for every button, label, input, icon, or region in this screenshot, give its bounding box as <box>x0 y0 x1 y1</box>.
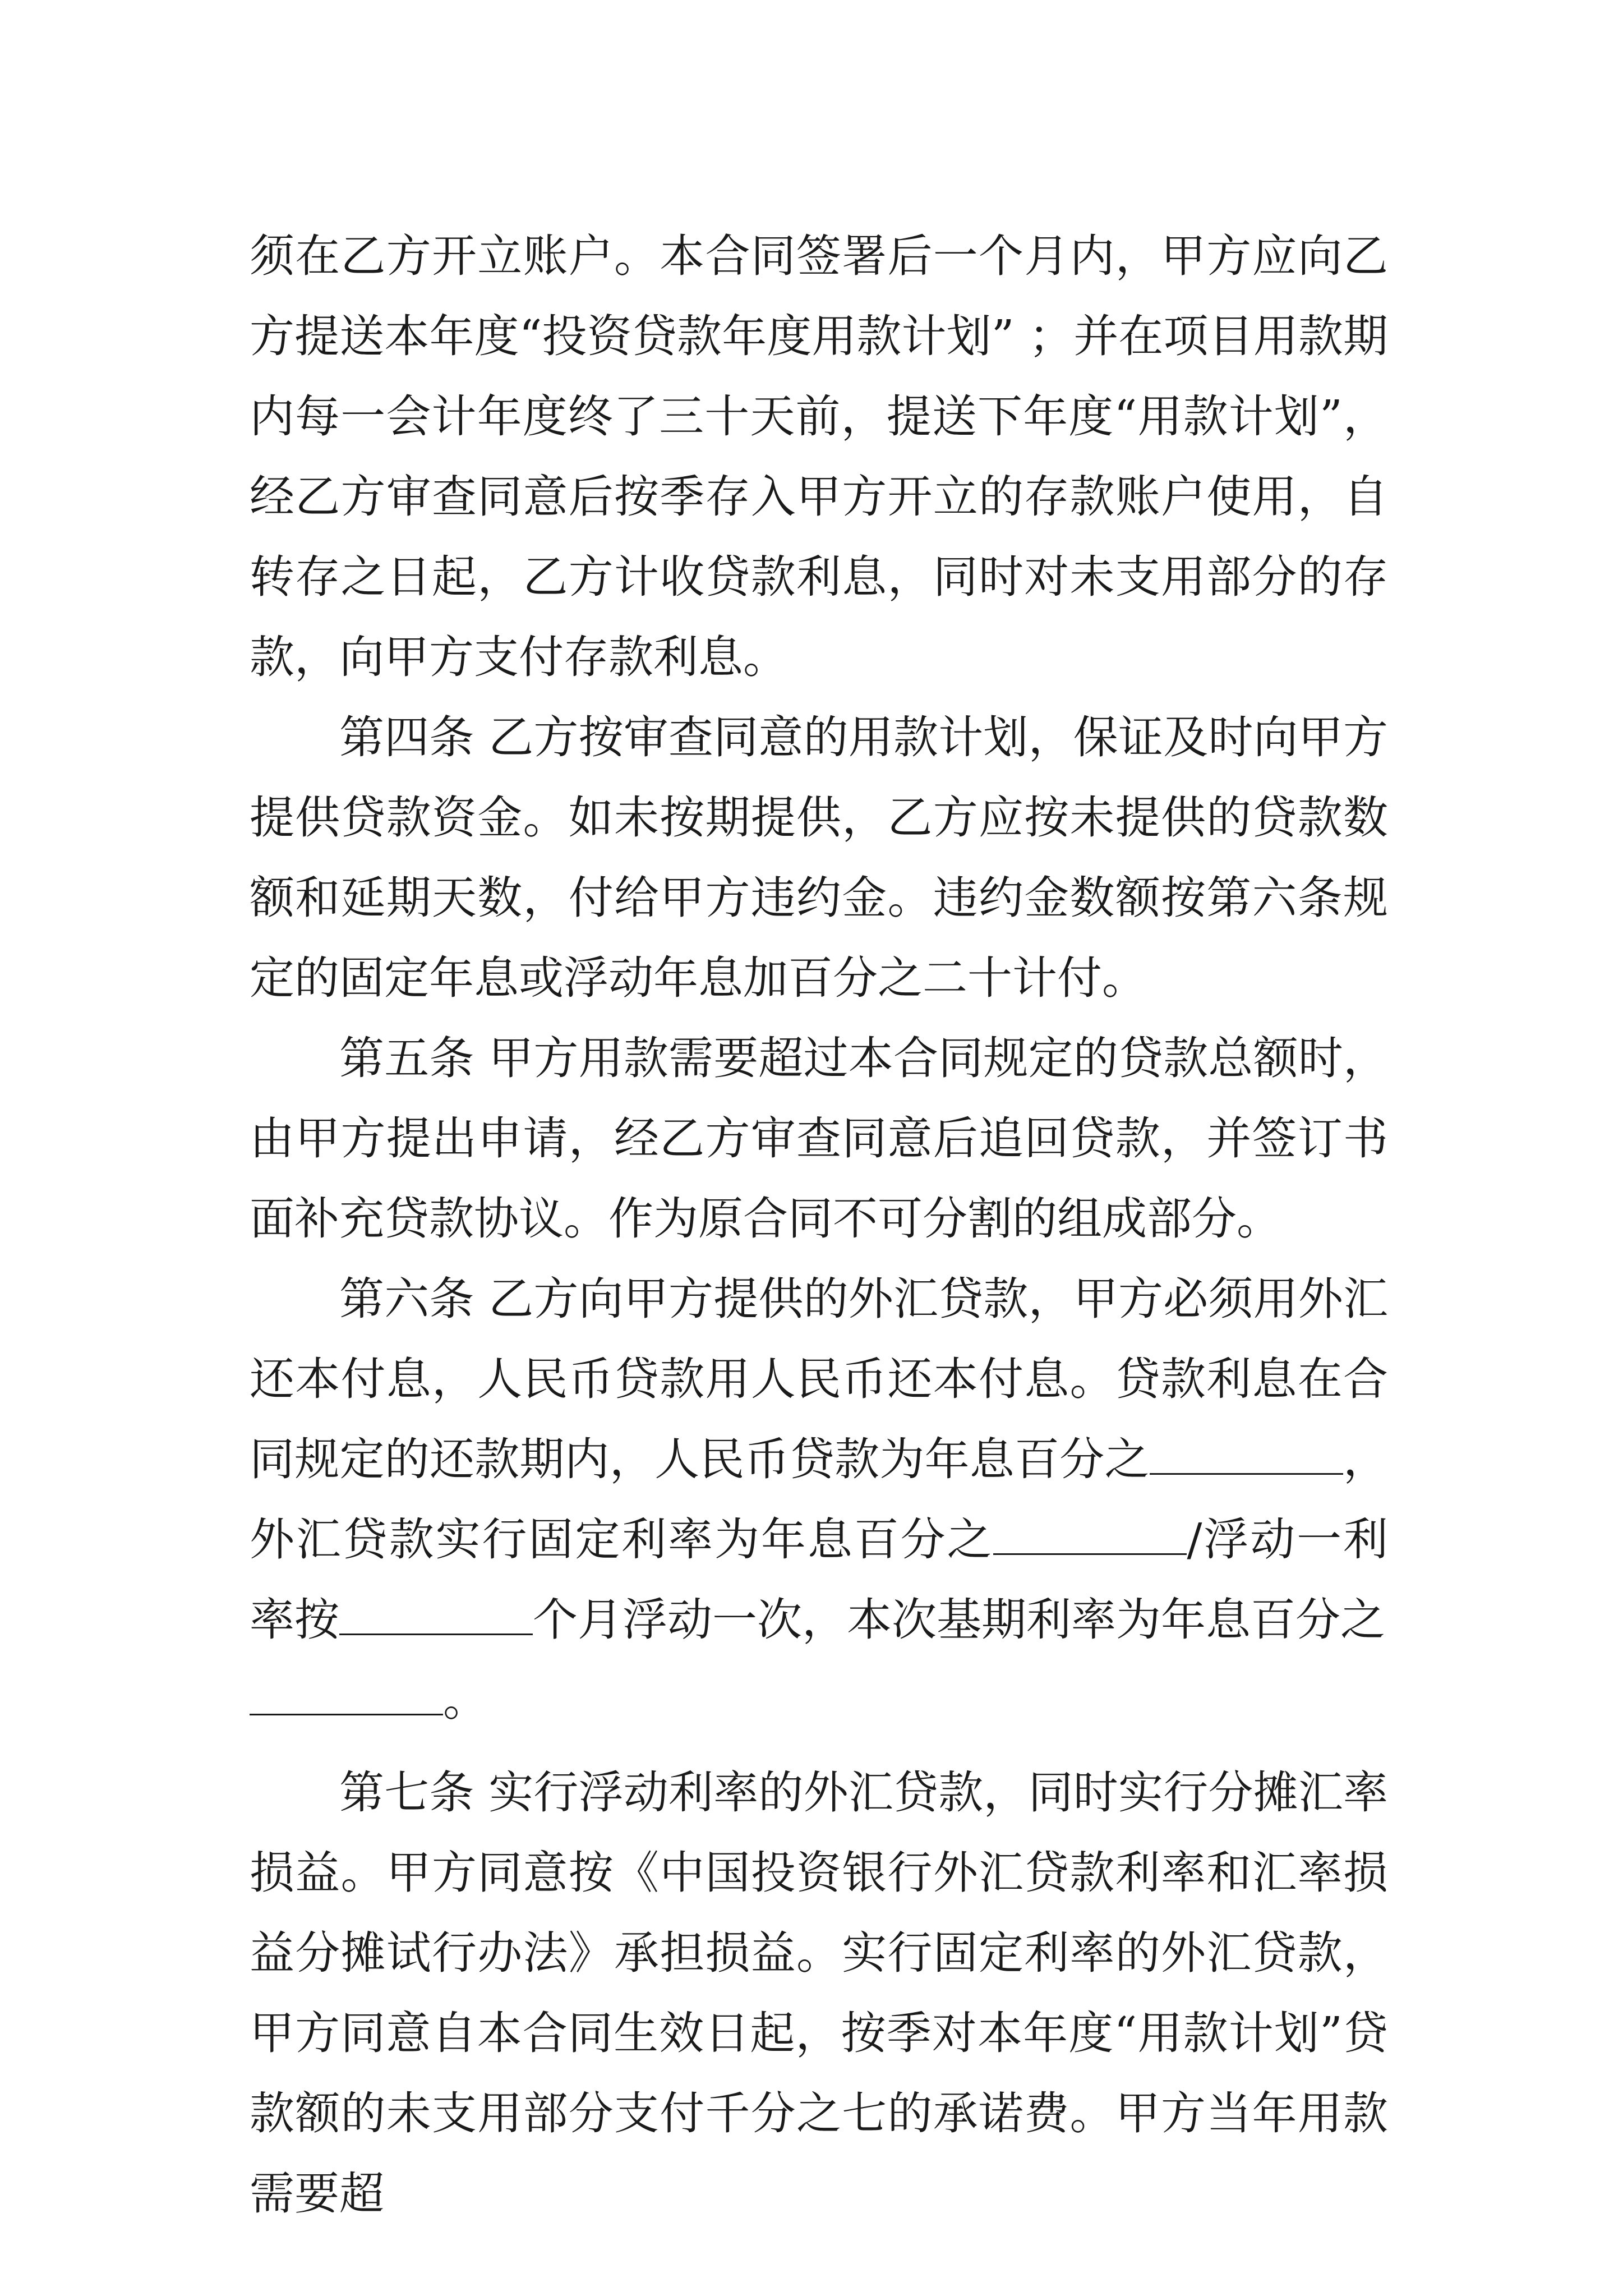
article-6-text-d: 个月浮动一次，本次基期利率为年息百分之 <box>533 1594 1385 1646</box>
article-6-text-b: ，外汇贷款实行固定利率为年息百分之 <box>250 1433 1389 1566</box>
paragraph-article-5: 第五条 甲方用款需要超过本合同规定的贷款总额时，由甲方提出申请，经乙方审查同意后追回贷款，并签订书面补充贷款协议。作为原合同不可分割的组成部分。 <box>250 1032 1388 1245</box>
paragraph-account-and-plan: 须在乙方开立账户。本合同签署后一个月内，甲方应向乙方提送本年度“投资贷款年度用款计划” ；并在项目用款期内每一会计年度终了三十天前，提送下年度“用款计划”，经乙方审查同意后按季存入甲方开立的存款账户使用，自转存之日起，乙方计收贷款利息，同时对未支用部分的存款，向甲方支付存款利息。 <box>250 230 1388 683</box>
rmb-interest-rate-blank[interactable] <box>1150 1439 1343 1475</box>
paragraph-article-7: 第七条 实行浮动利率的外汇贷款，同时实行分摊汇率损益。甲方同意按《中国投资银行外汇贷款利率和汇率损益分摊试行办法》承担损益。实行固定利率的外汇贷款，甲方同意自本合同生效日起，按季对本年度“用款计划”贷款额的未支用部分支付千分之七的承诺费。甲方当年用款需要超 <box>250 1766 1388 2220</box>
fixed-rate-blank[interactable] <box>993 1520 1187 1555</box>
document-body <box>250 216 1388 2234</box>
article-6-text-e: 。 <box>443 1674 488 1726</box>
article-6-text-c: /浮动一利率按 <box>250 1513 1388 1646</box>
paragraph-article-6 <box>250 1259 1388 1740</box>
article-6-text-a: 第六条 乙方向甲方提供的外汇贷款，甲方必须用外汇还本付息，人民币贷款用人民币还本付息。贷款利息在合同规定的还款期内，人民币贷款为年息百分之 <box>250 1273 1388 1485</box>
float-months-blank[interactable] <box>339 1600 533 1635</box>
paragraph-article-4: 第四条 乙方按审查同意的用款计划，保证及时向甲方提供贷款资金。如未按期提供，乙方应按未提供的贷款数额和延期天数，付给甲方违约金。违约金数额按第六条规定的固定年息或浮动年息加百分之二十计付。 <box>250 711 1388 1004</box>
base-rate-blank[interactable] <box>250 1680 443 1715</box>
